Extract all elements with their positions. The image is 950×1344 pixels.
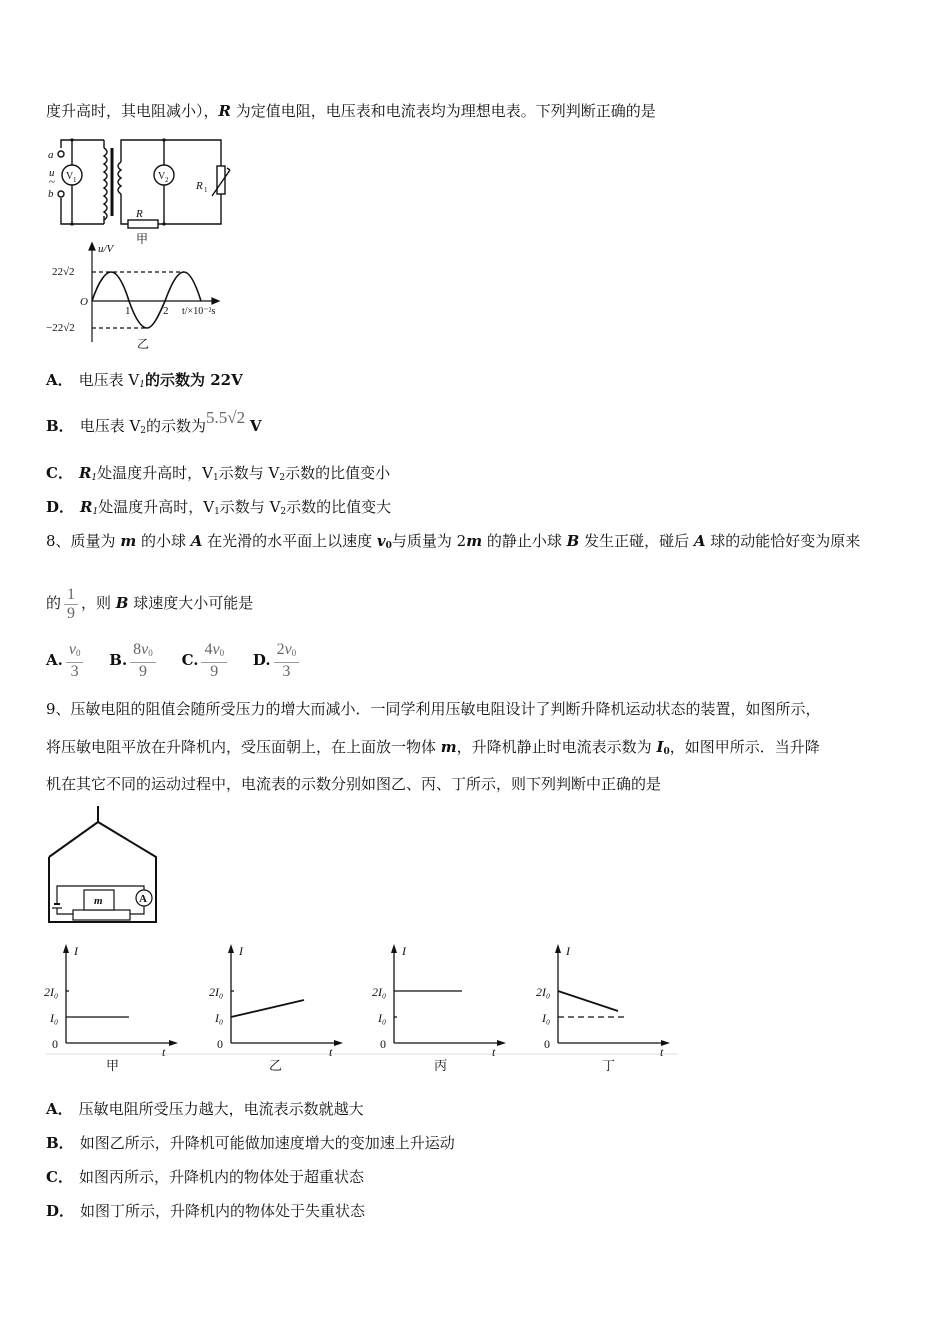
q8-choice-a[interactable]	[46, 641, 86, 680]
subscript: 1	[92, 507, 99, 517]
y-tick-I0: I₀	[215, 1011, 224, 1025]
text: 在光滑的水平面上以速度	[202, 532, 377, 550]
option-text: 压敏电阻所受压力越大，电流表示数就越大	[78, 1100, 364, 1118]
current-time-graphs	[44, 938, 680, 1078]
option-text: 示数的比值变大	[286, 498, 392, 516]
subscript: 2	[280, 507, 287, 517]
y-axis-label: I	[74, 944, 78, 958]
option-label: A．	[46, 371, 73, 389]
subscript: 0	[663, 747, 670, 757]
x-axis-label: t	[329, 1045, 333, 1059]
x-tick-1: 1	[125, 305, 131, 317]
option-text: 示数的比值变小	[285, 464, 391, 482]
q8-stem-line-1	[46, 531, 860, 556]
origin-label: 0	[52, 1037, 58, 1051]
q7-option-b[interactable]	[46, 408, 262, 441]
text: 的静止小球	[482, 532, 567, 550]
fraction-one-ninth	[64, 586, 78, 623]
label-V2: V	[158, 171, 166, 182]
option-label: D．	[46, 1202, 75, 1220]
q7-option-c[interactable]	[46, 463, 390, 488]
x-axis-label: t	[660, 1045, 664, 1059]
fraction	[201, 641, 227, 681]
option-text: 电压表 V	[79, 417, 141, 435]
label-R: R	[136, 208, 143, 220]
option-label: B．	[46, 1134, 74, 1152]
q9-stem-line-3: 机在其它不同的运动过程中，电流表的示数分别如图乙、丙、丁所示，则下列判断中正确的是	[46, 775, 662, 793]
denominator: 3	[70, 663, 79, 680]
q8-choice-c[interactable]	[181, 641, 231, 680]
q9-option-b[interactable]	[46, 1133, 455, 1153]
text: 度升高时，其电阻减小），	[46, 102, 219, 120]
unit: V	[249, 417, 262, 435]
denominator: 3	[282, 663, 291, 680]
subscript: 0	[219, 648, 225, 658]
option-text: 如图丙所示，升降机内的物体处于超重状态	[78, 1168, 364, 1186]
option-text: 示数与 V	[218, 464, 280, 482]
y-tick-I0: I₀	[542, 1011, 551, 1025]
q8-choices	[46, 641, 302, 681]
mass-label: m	[94, 895, 103, 907]
y-axis-label: I	[566, 944, 570, 958]
text: ，如图甲所示．当升降	[669, 738, 820, 756]
option-text: 示数与 V	[219, 498, 281, 516]
y-tick-2I0: 2I₀	[44, 985, 59, 999]
fraction	[130, 641, 156, 681]
q9-stem-line-1: 9、压敏电阻的阻值会随所受压力的增大而减小．一同学利用压敏电阻设计了判断升降机运动状态的装置，如图所示，	[46, 700, 821, 718]
q8-choice-b[interactable]	[109, 641, 159, 680]
origin-label: 0	[544, 1037, 550, 1051]
var-R: R	[218, 102, 231, 120]
numerator	[274, 641, 300, 663]
y-tick-2I0: 2I₀	[536, 985, 551, 999]
coef: 4	[204, 641, 213, 658]
label-V2-sub: 2	[165, 176, 169, 184]
y-tick-2I0: 2I₀	[372, 985, 387, 999]
option-label: C．	[46, 464, 73, 482]
q9-option-d[interactable]	[46, 1201, 365, 1221]
subscript: 2	[279, 473, 286, 483]
elevator-diagram	[46, 804, 166, 924]
caption-yi: 乙	[137, 337, 150, 351]
label-R1-sub: 1	[204, 186, 208, 194]
y-tick-I0: I₀	[50, 1011, 59, 1025]
q8-stem-line-2	[46, 584, 253, 623]
subscript: 0	[291, 648, 297, 658]
text: 球的动能恰好变为原来	[705, 532, 861, 550]
subscript: 1	[213, 473, 219, 483]
option-label: C.	[181, 651, 199, 669]
text: 发生正碰，碰后	[579, 532, 694, 550]
origin-label: 0	[217, 1037, 223, 1051]
text: 球速度大小可能是	[128, 594, 254, 612]
y-axis-label: I	[402, 944, 406, 958]
option-text: 的示数为	[146, 417, 207, 435]
y-tick-2I0: 2I₀	[209, 985, 224, 999]
text: 8、质量为	[46, 532, 121, 550]
label-b: b	[48, 188, 54, 200]
var: v	[141, 641, 149, 658]
label-V1: V	[66, 171, 74, 182]
caption-ding: 丁	[602, 1058, 616, 1073]
q9-option-c[interactable]	[46, 1167, 364, 1187]
option-text: 电压表 V	[78, 371, 140, 389]
option-label: B.	[109, 651, 128, 669]
subscript: 1	[214, 507, 220, 517]
var-B: B	[566, 532, 580, 550]
ammeter-label: A	[139, 893, 147, 905]
text: 的小球	[136, 532, 191, 550]
option-text: 处温度升高时，V	[98, 498, 215, 516]
denominator: 9	[138, 663, 147, 680]
var-A: A	[693, 532, 706, 550]
label-a: a	[48, 149, 54, 161]
label-R1: R	[196, 180, 203, 192]
coef: 8	[133, 641, 142, 658]
subscript: 1	[139, 380, 145, 390]
var-m: m	[466, 532, 483, 550]
math-value: 5.5√2	[206, 408, 246, 427]
label-u: u	[49, 167, 55, 179]
caption-yi: 乙	[269, 1058, 283, 1073]
option-text: 处温度升高时，V	[97, 464, 213, 482]
var-I: I	[656, 738, 664, 756]
caption-bing: 丙	[434, 1058, 448, 1073]
origin-label: O	[80, 296, 88, 308]
text: 与质量为 2	[391, 532, 467, 550]
var-m: m	[440, 738, 457, 756]
caption-jia: 甲	[136, 232, 149, 246]
option-label: D．	[46, 498, 75, 516]
fraction	[274, 641, 300, 681]
option-label: B．	[46, 417, 74, 435]
numerator	[201, 641, 227, 663]
numerator	[130, 641, 156, 663]
label-V1-sub: 1	[73, 176, 77, 184]
fraction	[66, 641, 84, 681]
var-R: R	[80, 498, 93, 516]
text: ，则	[81, 594, 116, 612]
q9-option-a[interactable]	[46, 1099, 364, 1119]
circuit-diagram-jia	[46, 134, 236, 249]
x-axis-label: t	[162, 1045, 166, 1059]
option-label: D.	[252, 651, 271, 669]
label-tilde: ~	[49, 176, 55, 188]
subscript: 0	[148, 648, 153, 658]
subscript: 0	[75, 648, 81, 658]
y-axis-label: I	[239, 944, 243, 958]
subscript: 0	[385, 541, 392, 551]
coef: 2	[276, 641, 285, 658]
var-R: R	[78, 464, 92, 482]
var-B: B	[115, 594, 129, 612]
var: v	[284, 641, 292, 658]
origin-label: 0	[380, 1037, 386, 1051]
var: v	[68, 641, 76, 658]
q8-choice-d[interactable]	[252, 641, 302, 680]
x-tick-2: 2	[163, 305, 169, 317]
y-tick-I0: I₀	[378, 1011, 387, 1025]
text: 将压敏电阻平放在升降机内，受压面朝上，在上面放一物体	[46, 738, 441, 756]
text: 为定值电阻，电压表和电流表均为理想电表。下列判断正确的是	[230, 102, 656, 120]
option-label: A.	[46, 651, 63, 669]
text: 的	[46, 594, 62, 612]
q7-intro-line	[46, 101, 656, 121]
y-max-label: 22√2	[52, 266, 75, 278]
x-axis-label: t/×10⁻²s	[182, 306, 216, 317]
option-label: C．	[46, 1168, 73, 1186]
sine-wave-graph-yi	[44, 240, 244, 352]
y-min-label: −22√2	[46, 322, 75, 334]
option-text: 如图丁所示，升降机内的物体处于失重状态	[80, 1202, 366, 1220]
caption-jia: 甲	[106, 1058, 120, 1073]
y-axis-label: u/V	[98, 243, 114, 255]
subscript: 2	[140, 426, 147, 436]
numerator	[66, 641, 84, 663]
q7-option-a[interactable]	[46, 370, 243, 395]
numerator: 1	[64, 586, 78, 605]
var-A: A	[190, 532, 203, 550]
subscript: 1	[91, 473, 98, 483]
option-label: A．	[46, 1100, 73, 1118]
var-v: v	[376, 532, 386, 550]
denominator: 9	[67, 604, 76, 622]
q7-option-d[interactable]	[46, 497, 391, 522]
option-text: 的示数为 22V	[144, 371, 243, 389]
x-axis-label: t	[492, 1045, 496, 1059]
text: ，升降机静止时电流表示数为	[456, 738, 657, 756]
denominator: 9	[210, 663, 219, 680]
var-m: m	[120, 532, 137, 550]
var: v	[212, 641, 220, 658]
option-text: 如图乙所示，升降机可能做加速度增大的变加速上升运动	[79, 1134, 455, 1152]
q9-stem-line-2	[46, 737, 820, 762]
